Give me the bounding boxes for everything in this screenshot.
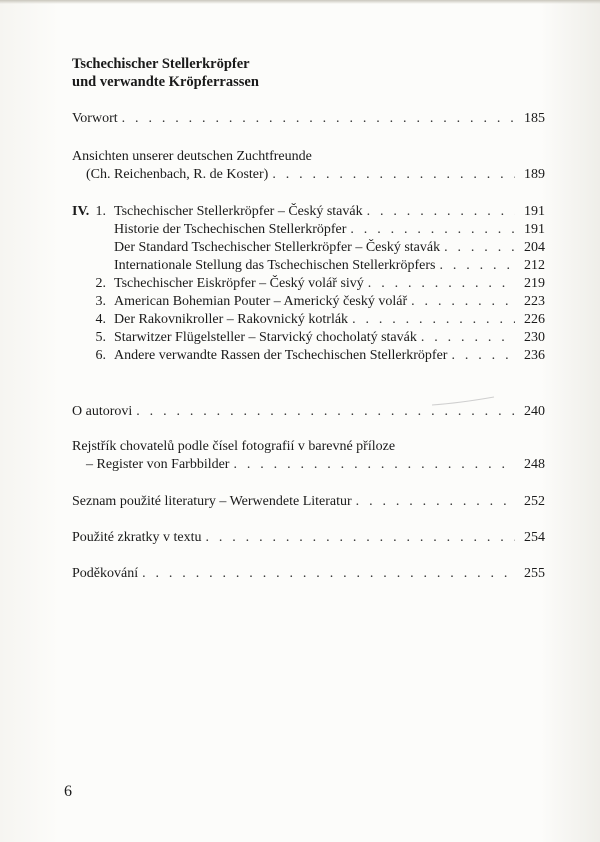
toc-entry-item-1a[interactable] [114, 221, 545, 239]
toc-entry-page: 240 [524, 404, 545, 419]
toc-entry-page: 230 [524, 330, 545, 345]
toc-entry-title: Starwitzer Flügelsteller – Starvický chocholatý stavák [114, 330, 417, 345]
toc-entry-podekovani[interactable] [72, 565, 545, 583]
page-number: 6 [64, 783, 72, 800]
toc-entry-title: American Bohemian Pouter – Americký český volář [114, 294, 408, 309]
toc-entry-item-2[interactable] [114, 275, 545, 293]
toc-entry-title: (Ch. Reichenbach, R. de Koster) [86, 167, 269, 182]
toc-entry-zkratky[interactable] [72, 529, 545, 547]
heading-line-2: und verwandte Kröpferrassen [72, 74, 259, 90]
toc-entry-title: Poděkování [72, 566, 139, 581]
toc-entry-page: 212 [524, 258, 545, 273]
toc-entry-title: Použité zkratky v textu [72, 530, 202, 545]
item-number: 5. [95, 330, 106, 345]
toc-entry-item-6[interactable] [114, 347, 545, 365]
toc-entry-item-1[interactable] [114, 203, 545, 221]
toc-entry-title: – Register von Farbbilder [86, 457, 230, 472]
toc-entry-page: 236 [524, 348, 545, 363]
toc-entry-page: 189 [524, 167, 545, 182]
toc-entry-title: Tschechischer Stellerkröpfer – Český stavák [114, 204, 363, 219]
toc-entry-vorwort[interactable] [72, 110, 545, 128]
toc-entry-seznam[interactable] [72, 493, 545, 511]
toc-entry-title: Der Standard Tschechischer Stellerkröpfer – Český stavák [114, 240, 441, 255]
dot-leader [122, 110, 515, 128]
dot-leader [272, 166, 515, 184]
item-number: 1. [95, 204, 106, 219]
toc-entry-title: Vorwort [72, 111, 118, 126]
toc-entry-title: Der Rakovnikroller – Rakovnický kotrlák [114, 312, 349, 327]
toc-entry-autorovi[interactable] [72, 403, 545, 421]
item-number: 6. [95, 348, 106, 363]
dot-leader [451, 347, 515, 365]
toc-entry-title: Seznam použité literatury – Werwendete Literatur [72, 494, 352, 509]
dot-leader [444, 239, 515, 257]
dot-leader [350, 221, 515, 239]
toc-entry-title: Historie der Tschechischen Stellerkröpfer [114, 222, 347, 237]
toc-entry-page: 255 [524, 566, 545, 581]
toc-entry-page: 204 [524, 240, 545, 255]
toc-entry-title: O autorovi [72, 404, 133, 419]
dot-leader [356, 493, 515, 511]
item-number: 4. [95, 312, 106, 327]
toc-entry-title: Tschechischer Eiskröpfer – Český volář sivý [114, 276, 364, 291]
dot-leader [233, 456, 515, 474]
toc-entry-page: 254 [524, 530, 545, 545]
dot-leader [142, 565, 515, 583]
toc-entry-rejstrik[interactable] [86, 456, 545, 474]
item-number: 2. [95, 276, 106, 291]
toc-entry-page: 191 [524, 204, 545, 219]
toc-entry-item-1c[interactable] [114, 257, 545, 275]
dot-leader [368, 275, 515, 293]
toc-entry-title: Andere verwandte Rassen der Tschechischen Stellerkröpfer [114, 348, 448, 363]
toc-entry-item-3[interactable] [114, 293, 545, 311]
toc-entry-title: Internationale Stellung das Tschechischen Stellerkröpfers [114, 258, 436, 273]
dot-leader [411, 293, 515, 311]
toc-entry-page: 248 [524, 457, 545, 472]
dot-leader [439, 257, 515, 275]
part-label: IV. [72, 204, 90, 219]
toc-entry-rejstrik-line-1[interactable]: Rejstřík chovatelů podle čísel fotografií v barevné příloze [72, 439, 396, 454]
dot-leader [367, 203, 515, 221]
dot-leader [421, 329, 515, 347]
toc-entry-item-4[interactable] [114, 311, 545, 329]
toc-entry-ansichten[interactable] [86, 166, 545, 184]
dot-leader [205, 529, 515, 547]
toc-entry-page: 185 [524, 111, 545, 126]
dot-leader [136, 403, 515, 421]
toc-entry-page: 223 [524, 294, 545, 309]
item-number: 3. [95, 294, 106, 309]
toc-entry-ansichten-line-1[interactable]: Ansichten unserer deutschen Zuchtfreunde [72, 149, 312, 164]
heading-line-1: Tschechischer Stellerkröpfer [72, 56, 250, 72]
toc-entry-page: 226 [524, 312, 545, 327]
toc-entry-page: 252 [524, 494, 545, 509]
toc-entry-item-5[interactable] [114, 329, 545, 347]
dot-leader [352, 311, 515, 329]
toc-entry-page: 191 [524, 222, 545, 237]
toc-entry-item-1b[interactable] [114, 239, 545, 257]
toc-entry-page: 219 [524, 276, 545, 291]
